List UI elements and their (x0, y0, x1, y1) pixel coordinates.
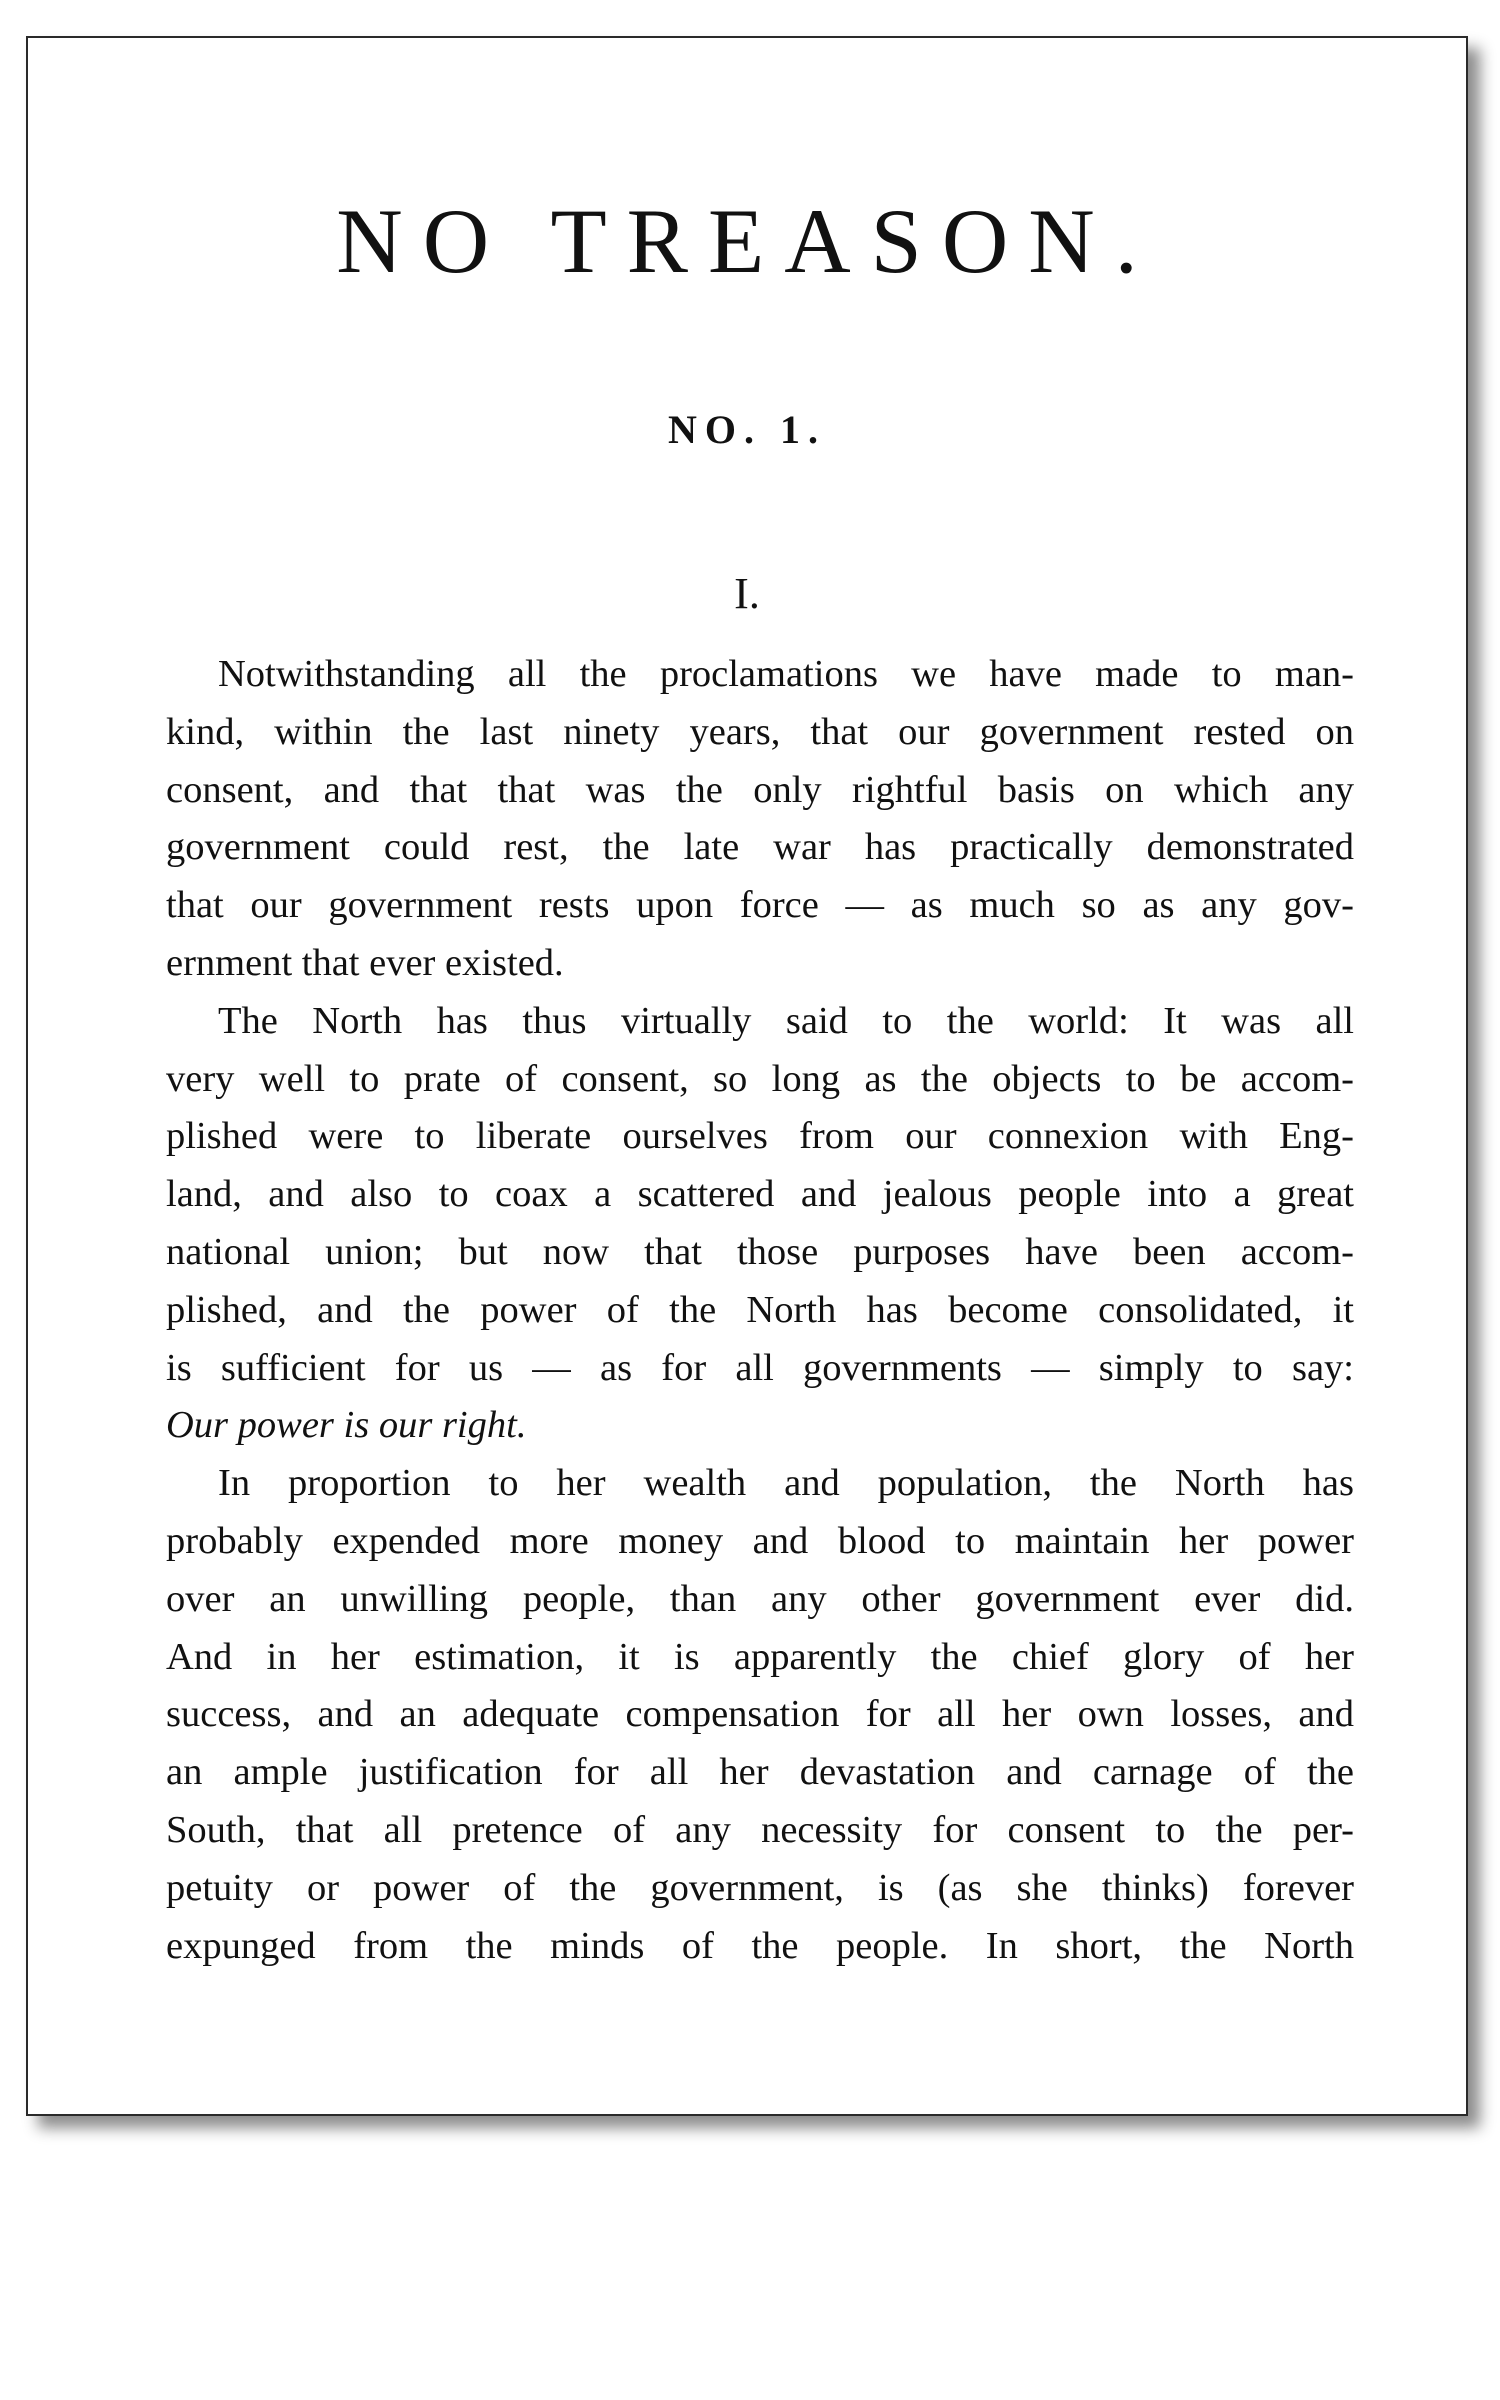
text-line: expunged from the minds of the people. In short, the North (166, 1924, 1354, 1967)
document-page (26, 36, 1468, 2116)
text-line: land, and also to coax a scattered and jealous people into a great (166, 1173, 1354, 1216)
paragraph-2 (166, 993, 1354, 1455)
text-line: government could rest, the late war has practically demonstrated (166, 826, 1354, 869)
page-title: NO TREASON. (336, 190, 1158, 292)
text-line: over an unwilling people, than any other government ever did. (166, 1577, 1354, 1620)
italic-text-line: Our power is our right. (166, 1404, 527, 1447)
section-heading: I. (734, 569, 760, 618)
text-line: consent, and that that was the only rightful basis on which any (166, 768, 1354, 811)
text-line: is sufficient for us — as for all governments — simply to say: (166, 1346, 1354, 1389)
paragraph-3 (166, 1455, 1354, 1975)
text-line: ernment that ever existed. (166, 941, 564, 984)
text-line: an ample justification for all her devastation and carnage of the (166, 1751, 1354, 1794)
text-line: Notwithstanding all the proclamations we have made to man- (218, 653, 1354, 695)
text-line: very well to prate of consent, so long as the objects to be accom- (166, 1057, 1354, 1100)
body-text (166, 646, 1354, 1975)
text-line: And in her estimation, it is apparently the chief glory of her (166, 1635, 1354, 1678)
text-line: national union; but now that those purposes have been accom- (166, 1230, 1354, 1273)
text-line: The North has thus virtually said to the world: It was all (218, 999, 1354, 1042)
text-line: kind, within the last ninety years, that our government rested on (166, 710, 1354, 753)
text-line: In proportion to her wealth and population, the North has (218, 1462, 1354, 1505)
text-line: success, and an adequate compensation for all her own losses, and (166, 1693, 1354, 1736)
text-line: probably expended more money and blood to maintain her power (166, 1519, 1354, 1562)
text-line: petuity or power of the government, is (as she thinks) forever (166, 1866, 1354, 1909)
paragraph-1 (166, 646, 1354, 993)
text-line: plished were to liberate ourselves from our connexion with Eng- (166, 1115, 1354, 1158)
text-line: that our government rests upon force — as much so as any gov- (166, 884, 1354, 927)
text-line: South, that all pretence of any necessity for consent to the per- (166, 1808, 1354, 1851)
issue-number: NO. 1. (668, 407, 826, 452)
text-line: plished, and the power of the North has become consolidated, it (166, 1288, 1354, 1331)
